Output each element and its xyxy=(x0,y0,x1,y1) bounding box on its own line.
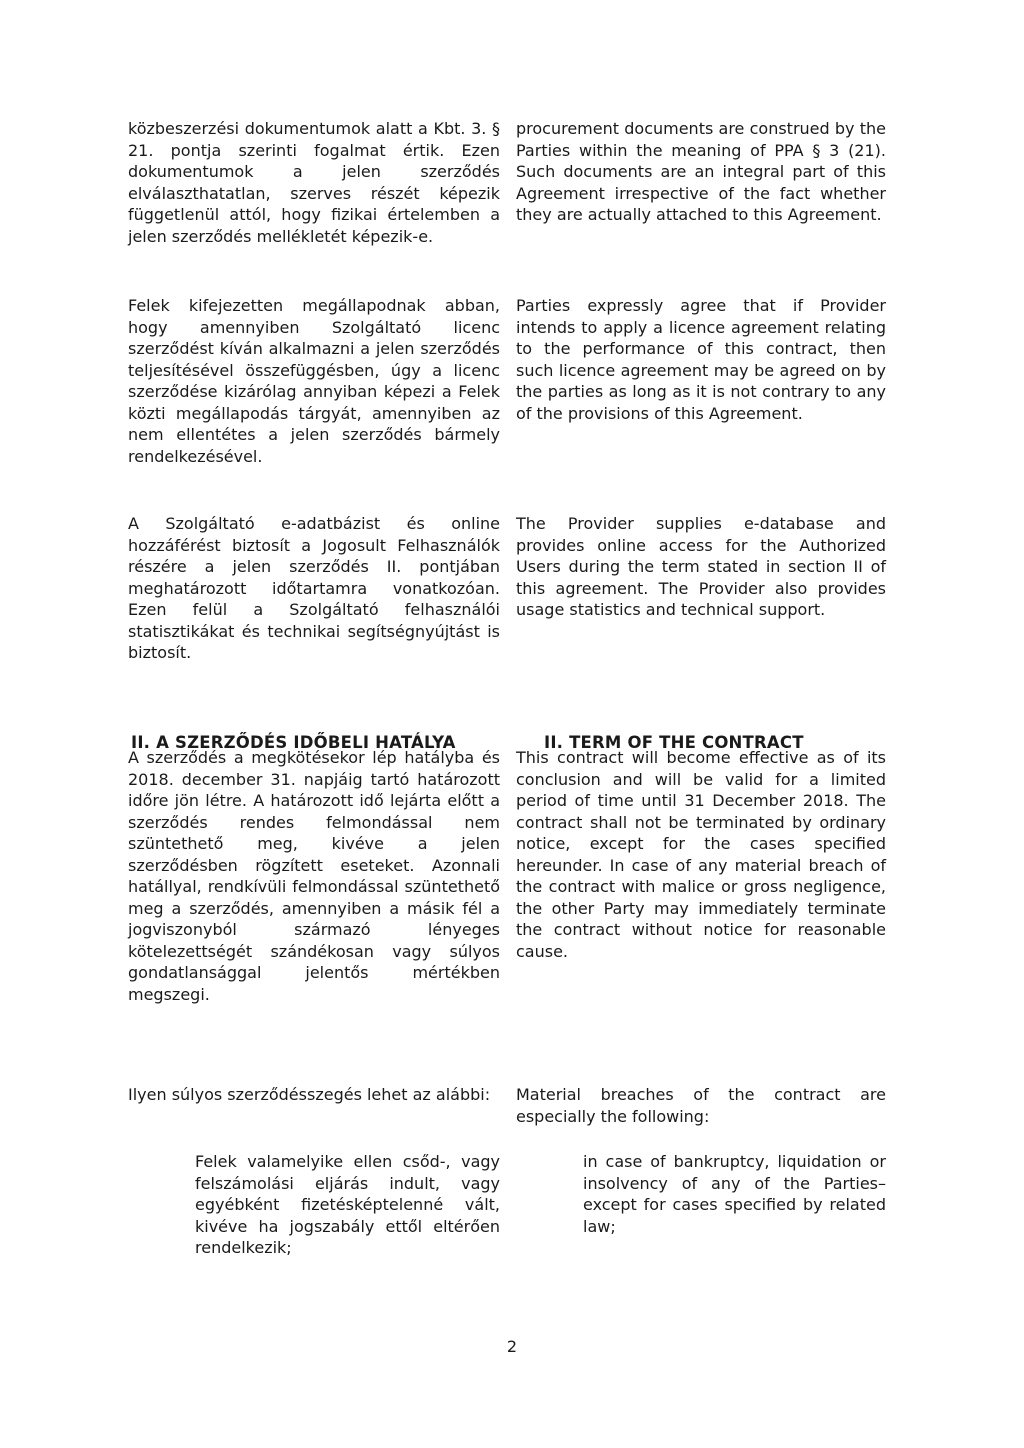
breach-item-hu: Felek valamelyike ellen csőd-, vagy felszámolási eljárás indult, vagy egyébként fizetésképtelenné vált, kivéve ha jogszabály ettől eltérően rendelkezik; xyxy=(195,1152,500,1257)
page-number: 2 xyxy=(506,1337,518,1356)
term-paragraph-en: This contract will become effective as of its conclusion and will be valid for a limited period of time until 31 December 2018. The contract shall not be terminated by ordinary notice, except for the cases specified hereunder. In case of any material breach of the contract with malice or gross negligence, the other Party may immediately terminate the contract without notice for reasonable cause. xyxy=(516,748,886,961)
breach-item-en: in case of bankruptcy, liquidation or insolvency of any of the Parties– except for cases specified by related law; xyxy=(583,1152,886,1236)
breaches-intro-en: Material breaches of the contract are especially the following: xyxy=(516,1085,886,1126)
section-heading-hu: II. A SZERZŐDÉS IDŐBELI HATÁLYA xyxy=(131,733,456,752)
access-paragraph-en: The Provider supplies e-database and provides online access for the Authorized Users during the term stated in section II of this agreement. The Provider also provides usage statistics and technical support. xyxy=(516,514,886,619)
access-paragraph-hu: A Szolgáltató e-adatbázist és online hozzáférést biztosít a Jogosult Felhasználók részére a jelen szerződés II. pontjában meghatározott időtartamra vonatkozóan. Ezen felül a Szolgáltató felhasználói statisztikákat és technikai segítségnyújtást is biztosít. xyxy=(128,514,500,662)
breaches-intro-hu: Ilyen súlyos szerződésszegés lehet az alábbi: xyxy=(128,1085,491,1104)
intro-paragraph-hu: közbeszerzési dokumentumok alatt a Kbt. 3. § 21. pontja szerinti fogalmat értik. Ezen dokumentumok a jelen szerződés elválaszthatatlan, szerves részét képezik függetlenül attól, hogy fizikai értelemben a jelen szerződés mellékletét képezik-e. xyxy=(128,119,500,246)
intro-paragraph-en: procurement documents are construed by the Parties within the meaning of PPA § 3 (21). Such documents are an integral part of this Agreement irrespective of the fact whether they are actually attached to this Agreement. xyxy=(516,119,886,224)
section-heading-en: II. TERM OF THE CONTRACT xyxy=(544,733,804,752)
licence-paragraph-en: Parties expressly agree that if Provider intends to apply a licence agreement relating to the performance of this contract, then such licence agreement may be agreed on by the parties as long as it is not contrary to any of the provisions of this Agreement. xyxy=(516,296,886,423)
term-paragraph-hu: A szerződés a megkötésekor lép hatályba és 2018. december 31. napjáig tartó határozott időre jön létre. A határozott idő lejárta előtt a szerződés rendes felmondással nem szüntethető meg, kivéve a jelen szerződésben rögzített eseteket. Azonnali hatállyal, rendkívüli felmondással szüntethető meg a szerződés, amennyiben a másik fél a jogviszonyból származó lényeges kötelezettségét szándékosan vagy súlyos gondatlansággal jelentős mértékben megszegi. xyxy=(128,748,500,1004)
licence-paragraph-hu: Felek kifejezetten megállapodnak abban, hogy amennyiben Szolgáltató licenc szerződést kíván alkalmazni a jelen szerződés teljesítésével összefüggésben, úgy a licenc szerződése kizárólag annyiban képezi a Felek közti megállapodás tárgyát, amennyiben az nem ellentétes a jelen szerződés bármely rendelkezésével. xyxy=(128,296,500,466)
